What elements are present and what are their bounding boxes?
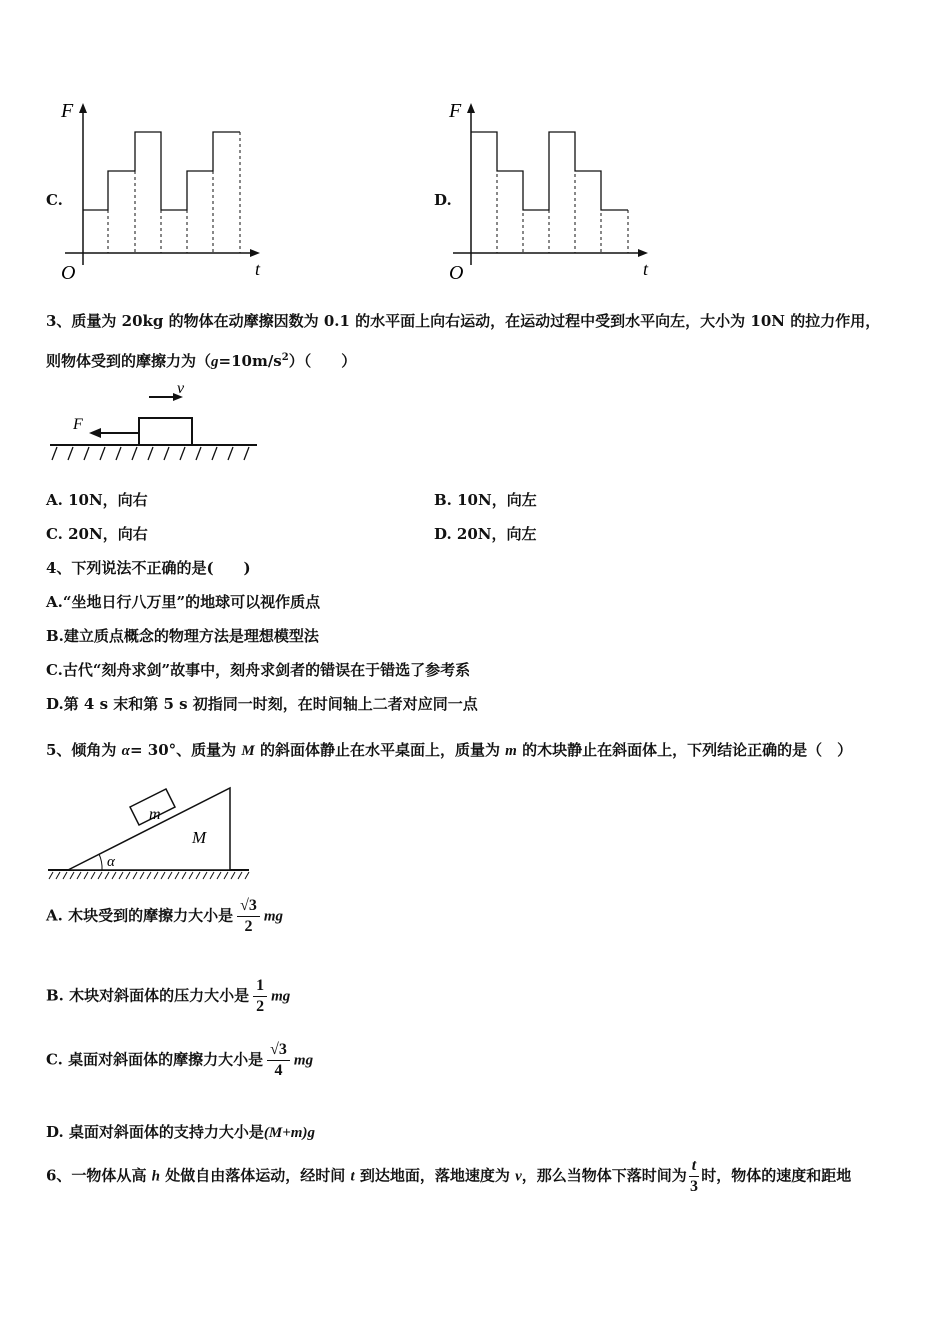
q4-option-c[interactable]: C.古代“刻舟求剑”故事中，刻舟求剑者的错误在于错选了参考系 (46, 661, 471, 679)
axis-x-label: t (643, 259, 649, 279)
q3-figure (45, 378, 265, 468)
q3-option-d[interactable]: D. 20N，向左 (434, 525, 537, 543)
q3-option-a[interactable]: A. 10N，向右 (46, 491, 148, 509)
graph-d (443, 95, 673, 295)
block-mass-label: m (149, 806, 161, 823)
q3-stem-line2: 则物体受到的摩擦力为$(g=10m/s^2)$（ ） (46, 352, 357, 370)
wedge-mass-label: M (192, 828, 207, 847)
q5-figure (45, 782, 255, 882)
axis-y-label: F (61, 100, 74, 122)
origin-label: O (61, 262, 76, 284)
option-c-label: C. (46, 191, 63, 209)
q3-option-b[interactable]: B. 10N，向左 (434, 491, 537, 509)
graph-c (55, 95, 285, 295)
q5-option-c[interactable]: C. 桌面对斜面体的摩擦力大小是 $\frac{√3}{4}$ mg (46, 1041, 314, 1079)
axis-y-label: F (449, 100, 462, 122)
q6-stem: 6、一物体从高 h 处做自由落体运动，经时间 t 到达地面，落地速度为 v，那么当物体下落时间为 $\frac{t}{3}$ 时，物体的速度和距地 (46, 1157, 852, 1195)
q4-option-d[interactable]: D.第 4 s 末和第 5 s 初指同一时刻，在时间轴上二者对应同一点 (46, 695, 478, 713)
angle-label: α (107, 854, 115, 870)
axis-x-label: t (255, 259, 261, 279)
origin-label: O (449, 262, 464, 284)
q3-stem-line1: 3、质量为 20kg 的物体在动摩擦因数为 0.1 的水平面上向右运动，在运动过程中受到水平向左，大小为 10N 的拉力作用， (46, 312, 881, 330)
q4-option-b[interactable]: B.建立质点概念的物理方法是理想模型法 (46, 627, 319, 645)
force-label: F (73, 416, 83, 433)
q3-option-c[interactable]: C. 20N，向右 (46, 525, 148, 543)
option-d-label: D. (434, 191, 452, 209)
velocity-label: v (177, 380, 185, 397)
q4-stem: 4、下列说法不正确的是( ) (46, 559, 251, 577)
q5-option-d[interactable]: D. 桌面对斜面体的支持力大小是(M+m)g (46, 1123, 315, 1141)
q5-option-b[interactable]: B. 木块对斜面体的压力大小是 $\frac{1}{2}$ mg (46, 977, 291, 1015)
q5-option-a[interactable]: A. 木块受到的摩擦力大小是 $\frac{√3}{2}$ mg (46, 897, 284, 935)
q4-option-a[interactable]: A.“坐地日行八万里”的地球可以视作质点 (46, 593, 321, 611)
q5-stem: 5、倾角为 α= 30°、质量为 M 的斜面体静止在水平桌面上，质量为 m 的木块静止在斜面体上，下列结论正确的是（ ） (46, 741, 853, 759)
